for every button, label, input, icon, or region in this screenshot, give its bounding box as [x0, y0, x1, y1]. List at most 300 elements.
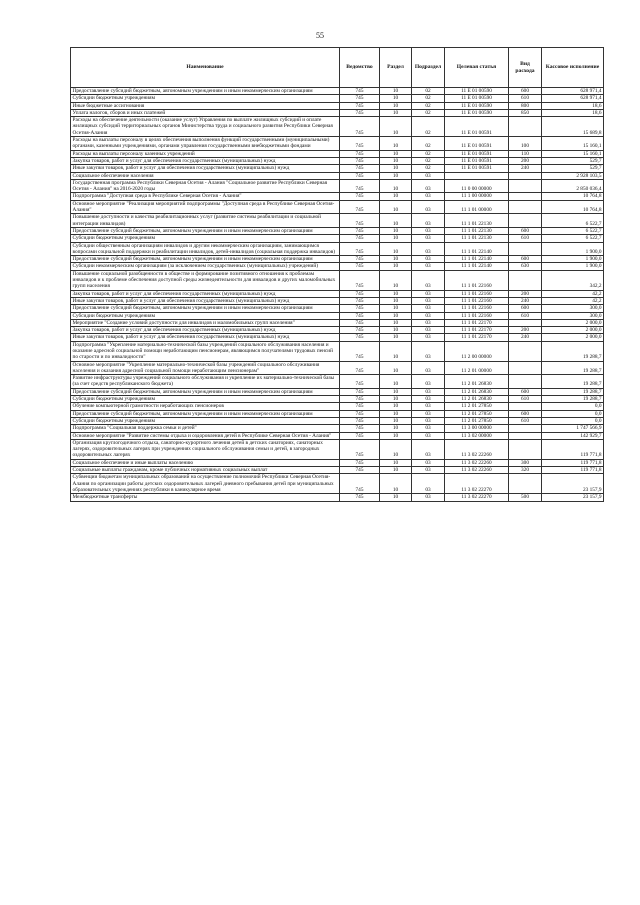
- table-row: [71, 319, 604, 326]
- row-expense-type-cell: [509, 341, 542, 361]
- row-name-cell: Основное мероприятие "Реализация мероприятий подпрограммы "Доступная среда в Республике Северная Осетия-Алания": [71, 200, 340, 214]
- row-name-cell: Предоставление субсидий бюджетным, автономным учреждениям и иным некоммерческим организациям: [71, 227, 340, 234]
- row-amount-cell: 2 928 103,5: [542, 172, 604, 179]
- row-expense-type-cell: 200: [509, 157, 542, 164]
- row-expense-type-cell: [509, 200, 542, 214]
- row-subsection-cell: 03: [412, 290, 445, 297]
- row-section-cell: 10: [380, 227, 412, 234]
- table-row: [71, 361, 604, 375]
- table-row: [71, 270, 604, 290]
- row-amount-cell: 300,0: [542, 312, 604, 319]
- table-row: [71, 256, 604, 263]
- row-expense-type-cell: 240: [509, 334, 542, 341]
- row-target-item-cell: 11 1 01 22140: [445, 242, 509, 256]
- row-section-cell: 10: [380, 341, 412, 361]
- row-department-cell: 745: [340, 305, 380, 312]
- page-number: 55: [316, 31, 324, 40]
- row-expense-type-cell: [509, 179, 542, 193]
- row-section-cell: 10: [380, 494, 412, 501]
- row-department-cell: 745: [340, 117, 380, 137]
- row-subsection-cell: 03: [412, 425, 445, 432]
- row-department-cell: 745: [340, 319, 380, 326]
- table-row: [71, 341, 604, 361]
- row-amount-cell: 19 288,7: [542, 388, 604, 395]
- table-row: [71, 425, 604, 432]
- row-section-cell: 10: [380, 319, 412, 326]
- table-row: [71, 432, 604, 439]
- row-expense-type-cell: 600: [509, 410, 542, 417]
- table-row: [71, 494, 604, 501]
- row-target-item-cell: 11 1 01 22170: [445, 319, 509, 326]
- row-name-cell: Иные закупки товаров, работ и услуг для обеспечения государственных (муниципальных) нужд: [71, 297, 340, 304]
- row-subsection-cell: 02: [412, 137, 445, 151]
- row-section-cell: 10: [380, 432, 412, 439]
- row-name-cell: Субсидии некоммерческим организациям (за исключением государственных (муниципальных) учреждений): [71, 263, 340, 270]
- row-name-cell: Повышение доступности и качества реабилитационных услуг (развитие системы реабилитации и социальной интеграции инвалидов): [71, 214, 340, 228]
- row-section-cell: 10: [380, 312, 412, 319]
- row-name-cell: Расходы на обеспечение деятельности (оказание услуг) Управления по выплате жилищных субсидий и оплате жилищных субсидий территориальных органов Министерства труда и социального развития Республики Северная Осетия-Алания: [71, 117, 340, 137]
- row-amount-cell: 628 971,4: [542, 95, 604, 102]
- row-expense-type-cell: [509, 319, 542, 326]
- table-row: [71, 200, 604, 214]
- row-target-item-cell: 11 Е 01 00590: [445, 95, 509, 102]
- row-department-cell: 745: [340, 88, 380, 95]
- row-department-cell: 745: [340, 494, 380, 501]
- table-row: [71, 439, 604, 459]
- row-target-item-cell: 11 3 02 22270: [445, 494, 509, 501]
- row-department-cell: 745: [340, 263, 380, 270]
- row-section-cell: 10: [380, 439, 412, 459]
- row-expense-type-cell: 200: [509, 290, 542, 297]
- row-expense-type-cell: 300: [509, 459, 542, 466]
- row-target-item-cell: 11 3 02 00000: [445, 432, 509, 439]
- row-name-cell: Субсидии бюджетным учреждениям: [71, 417, 340, 424]
- row-section-cell: 10: [380, 88, 412, 95]
- row-target-item-cell: 11 2 01 27850: [445, 403, 509, 410]
- row-expense-type-cell: [509, 425, 542, 432]
- row-name-cell: Предоставление субсидий бюджетным, автономным учреждениям и иным некоммерческим организациям: [71, 305, 340, 312]
- row-expense-type-cell: 240: [509, 297, 542, 304]
- table-row: [71, 375, 604, 389]
- table-row: [71, 305, 604, 312]
- row-subsection-cell: 03: [412, 319, 445, 326]
- row-section-cell: 10: [380, 256, 412, 263]
- row-subsection-cell: 03: [412, 214, 445, 228]
- table-row: [71, 290, 604, 297]
- row-section-cell: 10: [380, 290, 412, 297]
- row-name-cell: Основное мероприятие "Укрепление материально-технической базы учреждений социального обслуживания населения и оказания адресной социальной помощи неработающим пенсионерам": [71, 361, 340, 375]
- row-target-item-cell: 11 Е 01 00590: [445, 102, 509, 109]
- row-amount-cell: 342,2: [542, 270, 604, 290]
- row-department-cell: 745: [340, 179, 380, 193]
- row-department-cell: 745: [340, 312, 380, 319]
- table-row: [71, 214, 604, 228]
- row-subsection-cell: 03: [412, 375, 445, 389]
- table-row: [71, 172, 604, 179]
- row-subsection-cell: 03: [412, 396, 445, 403]
- row-name-cell: Подпрограмма "Укрепление материально-технической базы учреждений социального обслуживания населения и оказание адресной социальной помощи неработающим пенсионерам, являющимся получателями трудовых пенсий по старости и по инвалидности": [71, 341, 340, 361]
- row-name-cell: Закупка товаров, работ и услуг для обеспечения государственных (муниципальных) нужд: [71, 157, 340, 164]
- row-expense-type-cell: [509, 214, 542, 228]
- row-department-cell: 745: [340, 157, 380, 164]
- row-subsection-cell: 02: [412, 88, 445, 95]
- row-expense-type-cell: [509, 403, 542, 410]
- row-name-cell: Подпрограмма "Социальная поддержка семьи и детей": [71, 425, 340, 432]
- table-row: [71, 193, 604, 200]
- row-section-cell: 10: [380, 137, 412, 151]
- table-row: [71, 263, 604, 270]
- row-section-cell: 10: [380, 214, 412, 228]
- row-amount-cell: 10 764,8: [542, 193, 604, 200]
- row-amount-cell: 15 160,1: [542, 150, 604, 157]
- row-department-cell: 745: [340, 432, 380, 439]
- table-row: [71, 388, 604, 395]
- row-department-cell: 745: [340, 242, 380, 256]
- row-name-cell: Субсидии бюджетным учреждениям: [71, 396, 340, 403]
- row-section-cell: 10: [380, 150, 412, 157]
- row-amount-cell: 1 747 566,9: [542, 425, 604, 432]
- row-department-cell: 745: [340, 227, 380, 234]
- row-expense-type-cell: 200: [509, 327, 542, 334]
- row-department-cell: 745: [340, 334, 380, 341]
- row-expense-type-cell: [509, 439, 542, 459]
- row-expense-type-cell: 600: [509, 88, 542, 95]
- row-subsection-cell: 03: [412, 494, 445, 501]
- row-section-cell: 10: [380, 95, 412, 102]
- table-row: [71, 327, 604, 334]
- row-name-cell: Иные бюджетные ассигнования: [71, 102, 340, 109]
- row-name-cell: Основное мероприятие "Развитие системы отдыха и оздоровления детей в Республике Северная Осетия - Алания": [71, 432, 340, 439]
- row-section-cell: 10: [380, 109, 412, 116]
- row-amount-cell: 119 771,8: [542, 459, 604, 466]
- row-section-cell: 10: [380, 297, 412, 304]
- row-target-item-cell: 11 2 01 26830: [445, 375, 509, 389]
- row-amount-cell: 42,2: [542, 297, 604, 304]
- row-expense-type-cell: 800: [509, 102, 542, 109]
- row-expense-type-cell: 610: [509, 95, 542, 102]
- row-department-cell: 745: [340, 172, 380, 179]
- row-target-item-cell: 11 1 01 22160: [445, 312, 509, 319]
- row-subsection-cell: 03: [412, 417, 445, 424]
- row-department-cell: 745: [340, 256, 380, 263]
- row-name-cell: Предоставление субсидий бюджетным, автономным учреждениям и иным некоммерческим организациям: [71, 88, 340, 95]
- row-expense-type-cell: 600: [509, 388, 542, 395]
- row-subsection-cell: 03: [412, 410, 445, 417]
- row-subsection-cell: 02: [412, 157, 445, 164]
- row-amount-cell: 529,7: [542, 157, 604, 164]
- row-target-item-cell: 11 1 01 00000: [445, 200, 509, 214]
- row-section-cell: 10: [380, 179, 412, 193]
- row-target-item-cell: 11 1 01 22130: [445, 227, 509, 234]
- row-expense-type-cell: 850: [509, 109, 542, 116]
- row-department-cell: 745: [340, 410, 380, 417]
- row-subsection-cell: 03: [412, 361, 445, 375]
- row-expense-type-cell: [509, 242, 542, 256]
- table-row: [71, 102, 604, 109]
- row-amount-cell: 6 522,7: [542, 235, 604, 242]
- row-target-item-cell: 11 2 01 27850: [445, 417, 509, 424]
- row-department-cell: 745: [340, 396, 380, 403]
- row-name-cell: Предоставление субсидий бюджетным, автономным учреждениям и иным некоммерческим организациям: [71, 256, 340, 263]
- header-cash-execution: Кассовое исполнение: [542, 48, 604, 88]
- row-amount-cell: 6 522,7: [542, 227, 604, 234]
- row-section-cell: 10: [380, 396, 412, 403]
- row-amount-cell: 6 522,7: [542, 214, 604, 228]
- row-expense-type-cell: [509, 270, 542, 290]
- row-section-cell: 10: [380, 193, 412, 200]
- row-name-cell: Субсидии общественным организациям инвалидов и другим некоммерческим организациям, занимающимся вопросами социальной поддержки и реабилитации инвалидов, детей-инвалидов (социальная поддержка инвалидов): [71, 242, 340, 256]
- row-name-cell: Предоставление субсидий бюджетным, автономным учреждениям и иным некоммерческим организациям: [71, 410, 340, 417]
- row-department-cell: 745: [340, 327, 380, 334]
- row-name-cell: Расходы на выплаты персоналу казенных учреждений: [71, 150, 340, 157]
- row-subsection-cell: 03: [412, 327, 445, 334]
- row-subsection-cell: 03: [412, 297, 445, 304]
- row-target-item-cell: 11 2 01 00000: [445, 361, 509, 375]
- row-department-cell: 745: [340, 474, 380, 494]
- row-target-item-cell: 11 1 01 22140: [445, 256, 509, 263]
- row-expense-type-cell: 610: [509, 417, 542, 424]
- row-expense-type-cell: 100: [509, 137, 542, 151]
- row-subsection-cell: 03: [412, 439, 445, 459]
- table-row: [71, 410, 604, 417]
- row-department-cell: 745: [340, 165, 380, 172]
- row-amount-cell: 1 900,0: [542, 256, 604, 263]
- row-name-cell: Субсидии бюджетным учреждениям: [71, 312, 340, 319]
- row-section-cell: 10: [380, 361, 412, 375]
- row-target-item-cell: 11 Е 01 00590: [445, 109, 509, 116]
- row-amount-cell: 23 157,9: [542, 474, 604, 494]
- row-amount-cell: 15 160,1: [542, 137, 604, 151]
- row-expense-type-cell: [509, 375, 542, 389]
- row-amount-cell: 42,2: [542, 290, 604, 297]
- row-subsection-cell: 02: [412, 117, 445, 137]
- row-amount-cell: 142 929,7: [542, 432, 604, 439]
- row-target-item-cell: 11 Е 01 00591: [445, 165, 509, 172]
- row-target-item-cell: 11 1 01 22160: [445, 297, 509, 304]
- row-name-cell: Субсидии бюджетным учреждениям: [71, 95, 340, 102]
- row-name-cell: Социальное обеспечение и иные выплаты населению: [71, 459, 340, 466]
- row-subsection-cell: 03: [412, 263, 445, 270]
- row-department-cell: 745: [340, 270, 380, 290]
- header-target-item: Целевая статья: [445, 48, 509, 88]
- table-row: [71, 88, 604, 95]
- table-header-row: [71, 48, 604, 88]
- row-expense-type-cell: 610: [509, 312, 542, 319]
- table-row: [71, 137, 604, 151]
- row-name-cell: Организация круглогодичного отдыха, санаторно-курортного лечения детей в детских санаториях, санаторных лагерях, оздоровительных лагерях при учреждениях социального обслуживания семьи и детей, в загородных оздоровительных лагерях: [71, 439, 340, 459]
- row-amount-cell: 1 900,0: [542, 242, 604, 256]
- row-expense-type-cell: 240: [509, 165, 542, 172]
- row-expense-type-cell: [509, 361, 542, 375]
- row-name-cell: Обучение компьютерной грамотности неработающих пенсионеров: [71, 403, 340, 410]
- row-amount-cell: 0,0: [542, 403, 604, 410]
- row-department-cell: 745: [340, 235, 380, 242]
- row-department-cell: 745: [340, 417, 380, 424]
- row-subsection-cell: 03: [412, 334, 445, 341]
- row-name-cell: Предоставление субсидий бюджетным, автономным учреждениям и иным некоммерческим организациям: [71, 388, 340, 395]
- table-row: [71, 179, 604, 193]
- row-expense-type-cell: 610: [509, 396, 542, 403]
- row-target-item-cell: 11 1 01 22170: [445, 334, 509, 341]
- table-row: [71, 95, 604, 102]
- row-department-cell: 745: [340, 388, 380, 395]
- row-subsection-cell: 03: [412, 227, 445, 234]
- table-row: [71, 235, 604, 242]
- row-target-item-cell: 11 Е 01 00591: [445, 150, 509, 157]
- row-name-cell: Повышение социальной разобщенности в обществе и формирование позитивного отношения к проблемам инвалидов и к проблеме обеспечения доступной среды жизнедеятельности для инвалидов и других маломобильных групп населения: [71, 270, 340, 290]
- table-row: [71, 474, 604, 494]
- row-department-cell: 745: [340, 137, 380, 151]
- row-department-cell: 745: [340, 102, 380, 109]
- row-section-cell: 10: [380, 117, 412, 137]
- row-name-cell: Межбюджетные трансферты: [71, 494, 340, 501]
- row-expense-type-cell: 610: [509, 235, 542, 242]
- row-department-cell: 745: [340, 150, 380, 157]
- row-subsection-cell: 03: [412, 256, 445, 263]
- table-row: [71, 396, 604, 403]
- row-section-cell: 10: [380, 375, 412, 389]
- row-target-item-cell: 11 1 01 22130: [445, 214, 509, 228]
- row-section-cell: 10: [380, 157, 412, 164]
- header-expense-type: Вид расхода: [509, 48, 542, 88]
- row-department-cell: 745: [340, 297, 380, 304]
- row-section-cell: 10: [380, 327, 412, 334]
- row-subsection-cell: 03: [412, 432, 445, 439]
- budget-table: [70, 47, 604, 502]
- row-target-item-cell: 11 3 02 22260: [445, 439, 509, 459]
- table-row: [71, 165, 604, 172]
- row-target-item-cell: [445, 172, 509, 179]
- row-department-cell: 745: [340, 290, 380, 297]
- row-target-item-cell: 11 Е 01 00590: [445, 88, 509, 95]
- row-subsection-cell: 03: [412, 341, 445, 361]
- row-expense-type-cell: 110: [509, 150, 542, 157]
- row-amount-cell: 0,0: [542, 417, 604, 424]
- row-department-cell: 745: [340, 109, 380, 116]
- row-subsection-cell: 02: [412, 109, 445, 116]
- row-amount-cell: 18,6: [542, 102, 604, 109]
- row-amount-cell: 300,0: [542, 305, 604, 312]
- row-expense-type-cell: 600: [509, 227, 542, 234]
- row-name-cell: Субсидии бюджетным учреждениям: [71, 235, 340, 242]
- row-name-cell: Иные закупки товаров, работ и услуг для обеспечения государственных (муниципальных) нужд: [71, 334, 340, 341]
- row-department-cell: 745: [340, 214, 380, 228]
- row-amount-cell: 2 000,0: [542, 327, 604, 334]
- row-target-item-cell: 11 3 02 22260: [445, 467, 509, 474]
- row-subsection-cell: 02: [412, 150, 445, 157]
- row-department-cell: 745: [340, 193, 380, 200]
- table-row: [71, 157, 604, 164]
- row-name-cell: Развитие инфраструктуры учреждений социального обслуживания и укрепление их материально-технической базы (за счет средств республиканского бюджета): [71, 375, 340, 389]
- row-subsection-cell: 03: [412, 474, 445, 494]
- row-target-item-cell: 11 1 01 22140: [445, 263, 509, 270]
- row-name-cell: Подпрограмма "Доступная среда в Республике Северная Осетия - Алания": [71, 193, 340, 200]
- row-target-item-cell: 11 1 01 22130: [445, 235, 509, 242]
- row-section-cell: 10: [380, 403, 412, 410]
- table-row: [71, 117, 604, 137]
- row-expense-type-cell: [509, 117, 542, 137]
- row-section-cell: 10: [380, 425, 412, 432]
- row-target-item-cell: 11 Е 01 00591: [445, 117, 509, 137]
- row-name-cell: Закупка товаров, работ и услуг для обеспечения государственных (муниципальных) нужд: [71, 290, 340, 297]
- header-department: Ведомство: [340, 48, 380, 88]
- row-target-item-cell: 11 2 01 27850: [445, 410, 509, 417]
- row-section-cell: 10: [380, 417, 412, 424]
- row-section-cell: 10: [380, 200, 412, 214]
- row-name-cell: Расходы на выплаты персоналу в целях обеспечения выполнения функций государственными (муниципальными) органами, казенными учреждениями, органами управления государственными внебюджетными фондами: [71, 137, 340, 151]
- table-row: [71, 227, 604, 234]
- row-amount-cell: 23 157,9: [542, 494, 604, 501]
- row-section-cell: 10: [380, 334, 412, 341]
- row-subsection-cell: 03: [412, 467, 445, 474]
- row-expense-type-cell: 500: [509, 494, 542, 501]
- row-target-item-cell: 11 3 02 22270: [445, 474, 509, 494]
- row-section-cell: 10: [380, 102, 412, 109]
- row-amount-cell: 10 764,8: [542, 200, 604, 214]
- row-expense-type-cell: [509, 474, 542, 494]
- row-expense-type-cell: 320: [509, 467, 542, 474]
- row-subsection-cell: 03: [412, 172, 445, 179]
- row-department-cell: 745: [340, 425, 380, 432]
- header-name: Наименование: [71, 48, 340, 88]
- row-amount-cell: 19 288,7: [542, 396, 604, 403]
- row-target-item-cell: 11 1 01 22160: [445, 290, 509, 297]
- row-department-cell: 745: [340, 403, 380, 410]
- table-row: [71, 297, 604, 304]
- row-target-item-cell: 11 Е 01 00591: [445, 137, 509, 151]
- row-amount-cell: 2 000,0: [542, 334, 604, 341]
- row-subsection-cell: 03: [412, 388, 445, 395]
- row-amount-cell: 0,0: [542, 410, 604, 417]
- row-expense-type-cell: [509, 172, 542, 179]
- row-name-cell: Государственная программа Республики Северная Осетия - Алания "Социальное развитие Республики Северная Осетия - Алания" на 2016-2020 годы: [71, 179, 340, 193]
- row-department-cell: 745: [340, 439, 380, 459]
- row-department-cell: 745: [340, 375, 380, 389]
- row-amount-cell: 19 288,7: [542, 341, 604, 361]
- row-department-cell: 745: [340, 467, 380, 474]
- table-row: [71, 334, 604, 341]
- row-target-item-cell: 11 Е 01 00591: [445, 157, 509, 164]
- row-name-cell: Социальное обеспечение населения: [71, 172, 340, 179]
- row-target-item-cell: 11 1 01 22160: [445, 305, 509, 312]
- table-row: [71, 242, 604, 256]
- row-target-item-cell: 11 3 00 00000: [445, 425, 509, 432]
- row-subsection-cell: 03: [412, 193, 445, 200]
- row-expense-type-cell: [509, 432, 542, 439]
- row-section-cell: 10: [380, 410, 412, 417]
- row-section-cell: 10: [380, 305, 412, 312]
- row-subsection-cell: 03: [412, 305, 445, 312]
- row-target-item-cell: 11 1 01 22160: [445, 270, 509, 290]
- row-section-cell: 10: [380, 172, 412, 179]
- row-section-cell: 10: [380, 242, 412, 256]
- row-subsection-cell: 03: [412, 235, 445, 242]
- row-name-cell: Мероприятие "Создание условий доступности для инвалидов и маломобильных групп населения": [71, 319, 340, 326]
- row-section-cell: 10: [380, 165, 412, 172]
- row-name-cell: Субвенции бюджетам муниципальных образований на осуществление полномочий Республики Северная Осетия-Алания по организации работы детских оздоровительных лагерей дневного пребывания детей при муниципальных образовательных учреждениях республики в каникулярное время: [71, 474, 340, 494]
- row-amount-cell: 19 288,7: [542, 361, 604, 375]
- row-expense-type-cell: [509, 193, 542, 200]
- row-amount-cell: 18,6: [542, 109, 604, 116]
- row-expense-type-cell: 600: [509, 256, 542, 263]
- row-expense-type-cell: 600: [509, 305, 542, 312]
- table-row: [71, 312, 604, 319]
- row-target-item-cell: 11 2 00 00000: [445, 341, 509, 361]
- table-row: [71, 467, 604, 474]
- row-target-item-cell: 11 2 01 26830: [445, 388, 509, 395]
- row-department-cell: 745: [340, 361, 380, 375]
- row-section-cell: 10: [380, 235, 412, 242]
